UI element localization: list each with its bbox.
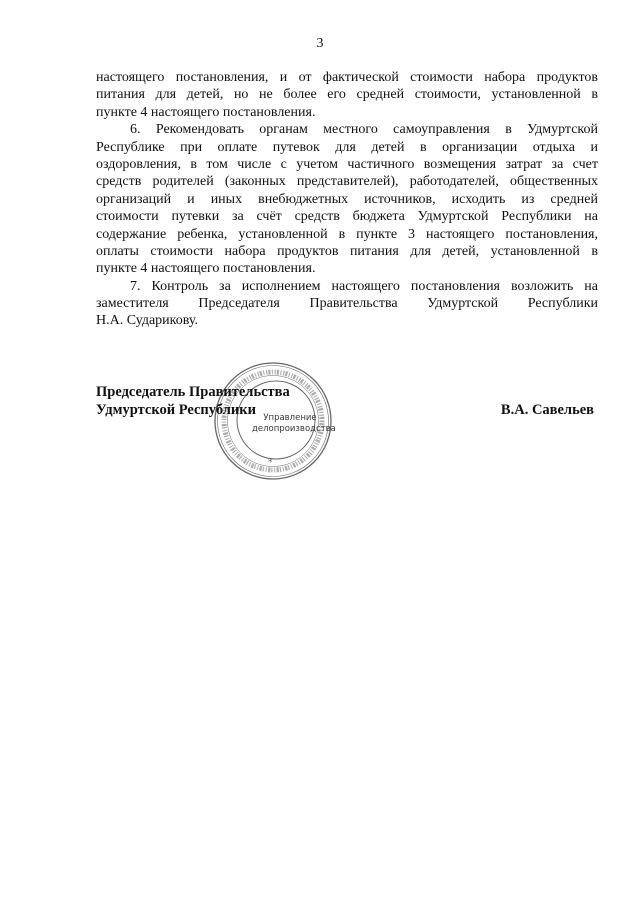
signatory-position-line2: Удмуртской Республики [96,402,256,418]
signatory-position [96,383,290,419]
paragraph-continuation [96,69,598,121]
text-line: настоящего постановления, и от фактической стоимости набора продуктов [96,70,598,85]
text-line: оздоровления, в том числе с учетом частичного возмещения затрат за счет [96,156,598,172]
signatory-position-line1: Председатель Правительства [96,384,290,400]
text-line: средств родителей (законных представителей), работодателей, общественных [96,174,598,190]
text-line: пункте 4 настоящего постановления. [96,261,316,277]
seal-inner-text-line1: Управление [263,413,317,423]
text-line: 6. Рекомендовать органам местного самоуправления в Удмуртской [130,122,598,138]
seal-inner-text-line2: делопроизводства [252,424,336,434]
text-line: заместителя Председателя Правительства Удмуртской Республики [96,296,598,312]
document-body [96,69,598,330]
text-line: организаций и иных внебюджетных источников, исходить из средней [96,191,598,207]
page-number: 3 [316,36,324,51]
paragraph-item-7 [96,278,598,330]
text-line: Н.А. Сударикову. [96,313,198,329]
seal-star-icon: * [268,458,273,468]
signatory-name: В.А. Савельев [500,402,594,418]
text-line: 7. Контроль за исполнением настоящего постановления возложить на [130,278,598,294]
text-line: содержание ребенка, установленной в пункте 3 настоящего постановления, [96,226,598,242]
paragraph-item-6 [96,121,598,278]
text-line: питания для детей, но не более его средней стоимости, установленной в [96,87,598,103]
text-line: Республике при оплате путевок для детей в организации отдыха и [96,139,598,155]
text-line: пункте 4 настоящего постановления. [96,104,316,120]
text-line: стоимости путевки за счёт средств бюджета Удмуртской Республики на [96,209,598,225]
text-line: оплаты стоимости набора продуктов питания для детей, установленной в [96,243,598,259]
